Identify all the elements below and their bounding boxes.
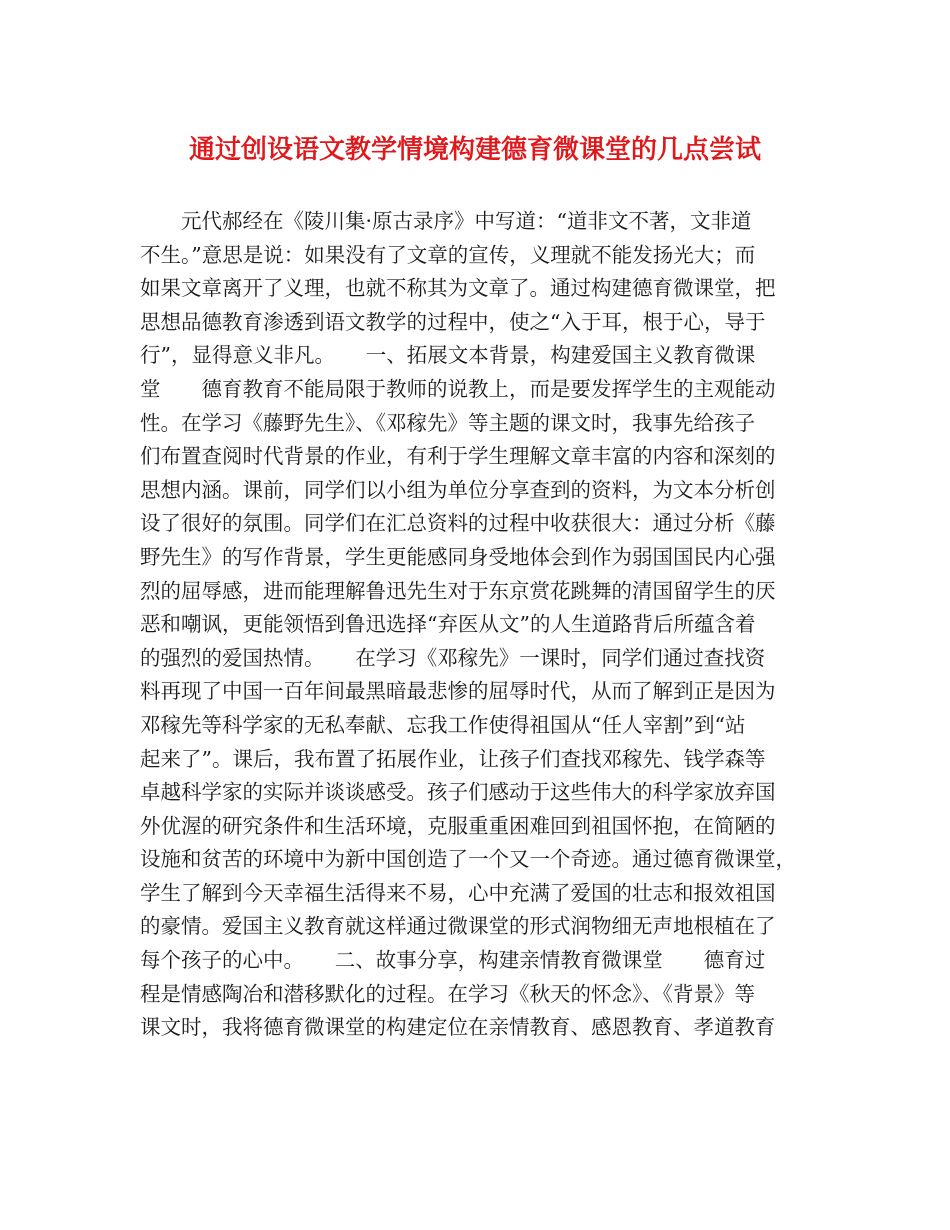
- text-line: 料再现了中国一百年间最黑暗最悲惨的屈辱时代，从而了解到正是因为: [140, 679, 776, 704]
- text-line: 的豪情。爱国主义教育就这样通过微课堂的形式润物细无声地根植在了: [140, 914, 776, 939]
- document-title: 通过创设语文教学情境构建德育微课堂的几点尝试: [188, 135, 761, 165]
- text-line: 设了很好的氛围。同学们在汇总资料的过程中收获很大：通过分析《藤: [140, 511, 776, 536]
- text-line: 行”，显得意义非凡。 一、拓展文本背景，构建爱国主义教育微课: [140, 343, 756, 368]
- text-line: 外优渥的研究条件和生活环境，克服重重困难回到祖国怀抱，在简陋的: [140, 813, 776, 838]
- text-line: 邓稼先等科学家的无私奉献、忘我工作使得祖国从“任人宰割”到“站: [140, 712, 746, 737]
- text-line: 如果文章离开了义理，也就不称其为文章了。通过构建德育微课堂，把: [140, 276, 776, 301]
- text-line: 每个孩子的心中。 二、故事分享，构建亲情教育微课堂 德育过: [140, 948, 766, 973]
- text-line: 性。在学习《藤野先生》、《邓稼先》等主题的课文时，我事先给孩子: [140, 410, 755, 435]
- text-line: 的强烈的爱国热情。 在学习《邓稼先》一课时，同学们通过查找资: [140, 645, 766, 670]
- text-line: 卓越科学家的实际并谈谈感受。孩子们感动于这些伟大的科学家放弃国: [140, 780, 776, 805]
- text-line: 烈的屈辱感，进而能理解鲁迅先生对于东京赏花跳舞的清国留学生的厌: [140, 578, 776, 603]
- document-body: [140, 205, 815, 1045]
- text-line: 课文时，我将德育微课堂的构建定位在亲情教育、感恩教育、孝道教育: [140, 1015, 776, 1040]
- text-line: 设施和贫苦的环境中为新中国创造了一个又一个奇迹。通过德育微课堂，: [140, 847, 796, 872]
- text-line: 起来了”。课后，我布置了拓展作业，让孩子们查找邓稼先、钱学森等: [140, 746, 766, 771]
- text-line: 堂 德育教育不能局限于教师的说教上，而是要发挥学生的主观能动: [140, 376, 776, 401]
- text-line: 思想内涵。课前，同学们以小组为单位分享查到的资料，为文本分析创: [140, 477, 776, 502]
- text-line: 元代郝经在《陵川集·原古录序》中写道：“道非文不著，文非道: [140, 209, 752, 233]
- text-line: 程是情感陶冶和潜移默化的过程。在学习《秋天的怀念》、《背景》等: [140, 981, 755, 1006]
- text-line: 学生了解到今天幸福生活得来不易，心中充满了爱国的壮志和报效祖国: [140, 880, 776, 905]
- text-line: 思想品德教育渗透到语文教学的过程中，使之“入于耳，根于心，导于: [140, 309, 766, 334]
- text-line: 不生。”意思是说：如果没有了文章的宣传，义理就不能发扬光大；而: [140, 242, 756, 267]
- text-line: 恶和嘲讽，更能领悟到鲁迅选择“弃医从文”的人生道路背后所蕴含着: [140, 612, 756, 637]
- text-line: 野先生》的写作背景，学生更能感同身受地体会到作为弱国国民内心强: [140, 544, 776, 569]
- text-line: 们布置查阅时代背景的作业，有利于学生理解文章丰富的内容和深刻的: [140, 444, 776, 469]
